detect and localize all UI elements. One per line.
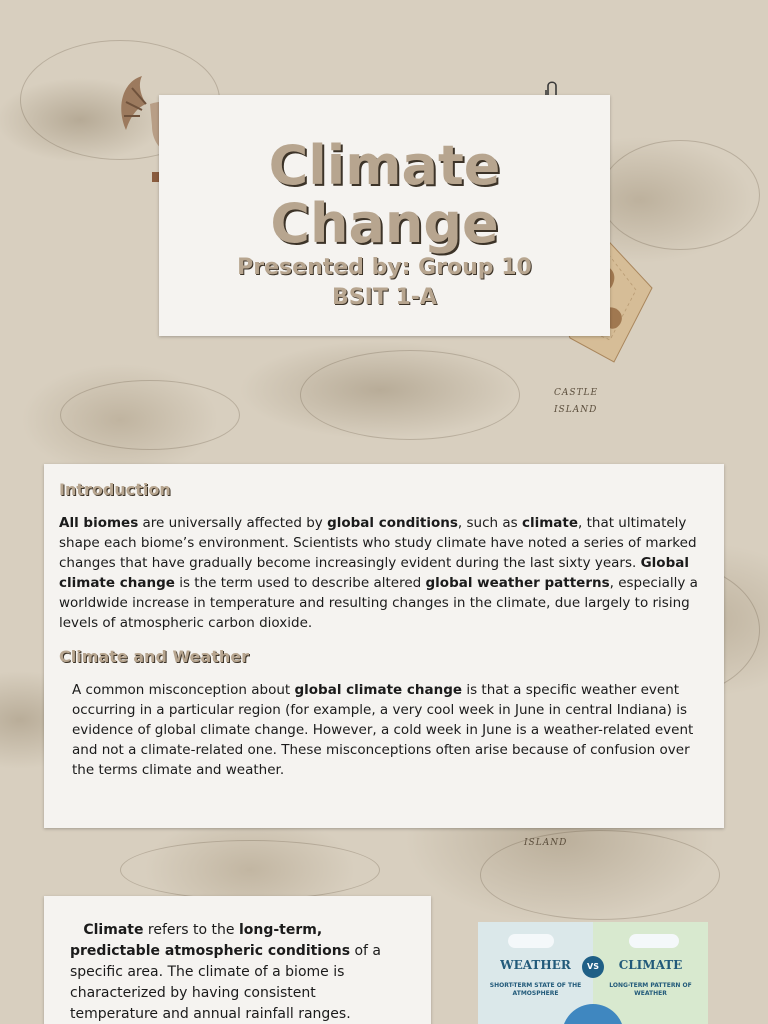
climate-subtitle: LONG-TERM PATTERN OF WEATHER xyxy=(609,982,692,997)
introduction-paragraph xyxy=(59,513,709,633)
subtitle-section: BSIT 1-A xyxy=(332,285,437,310)
climate-weather-paragraph xyxy=(59,680,709,780)
text: , such as xyxy=(457,515,522,531)
climate-definition-card xyxy=(44,896,431,1024)
text: is the term used to describe altered xyxy=(174,575,426,591)
text: A common misconception about xyxy=(72,682,295,698)
text: are universally affected by xyxy=(138,515,328,531)
title-line-2: Change xyxy=(270,192,499,255)
bold-text: long-term, predictable atmospheric conditions xyxy=(70,922,351,959)
cloud-icon xyxy=(508,934,554,948)
bold-text: global conditions xyxy=(327,515,458,531)
text: is that a specific weather event occurring in a particular region (for example, a very cool week in June in central Indiana) is evidence of global climate change. However, a cold week in June is a weather-related event and not a climate-related one. These misconceptions often arise because of confusion over the terms climate and weather. xyxy=(72,682,694,778)
text: , especially a worldwide increase in temperature and resulting changes in the climate, due largely to rising levels of atmospheric carbon dioxide. xyxy=(59,575,698,631)
bold-text: global climate change xyxy=(294,682,463,698)
text: of a specific area. The climate of a biome is characterized by having consistent temperature and annual rainfall ranges. xyxy=(70,943,382,1022)
text: refers to the xyxy=(143,922,239,938)
climate-title: CLIMATE xyxy=(618,958,683,972)
cloud-icon xyxy=(629,934,679,948)
bold-text: climate xyxy=(521,515,579,531)
text: , that ultimately shape each biome’s environment. Scientists who study climate have noted a series of marked changes that have gradually become increasingly evident during the last sixty years. xyxy=(59,515,697,571)
bold-text: global weather patterns xyxy=(425,575,610,591)
climate-definition-paragraph xyxy=(70,920,405,1024)
introduction-heading: Introduction xyxy=(59,480,171,499)
vs-badge: VS xyxy=(582,956,604,978)
subtitle-presenter: Presented by: Group 10 xyxy=(237,255,532,280)
title-line-1: Climate xyxy=(268,134,501,197)
map-label-castle: CASTLE xyxy=(554,388,599,398)
bold-text: All biomes xyxy=(59,515,139,531)
climate-weather-heading: Climate and Weather xyxy=(59,647,249,666)
map-label-island-2: ISLAND xyxy=(524,838,568,848)
weather-vs-climate-infographic xyxy=(478,922,708,1024)
introduction-card xyxy=(44,464,724,828)
bold-text: Global climate change xyxy=(59,555,689,591)
title-card xyxy=(159,95,610,336)
weather-subtitle: SHORT-TERM STATE OF THE ATMOSPHERE xyxy=(489,982,582,997)
weather-title: WEATHER xyxy=(500,958,571,972)
bold-text: Climate xyxy=(83,922,144,938)
map-label-island: ISLAND xyxy=(554,405,598,415)
page-title xyxy=(159,134,610,255)
